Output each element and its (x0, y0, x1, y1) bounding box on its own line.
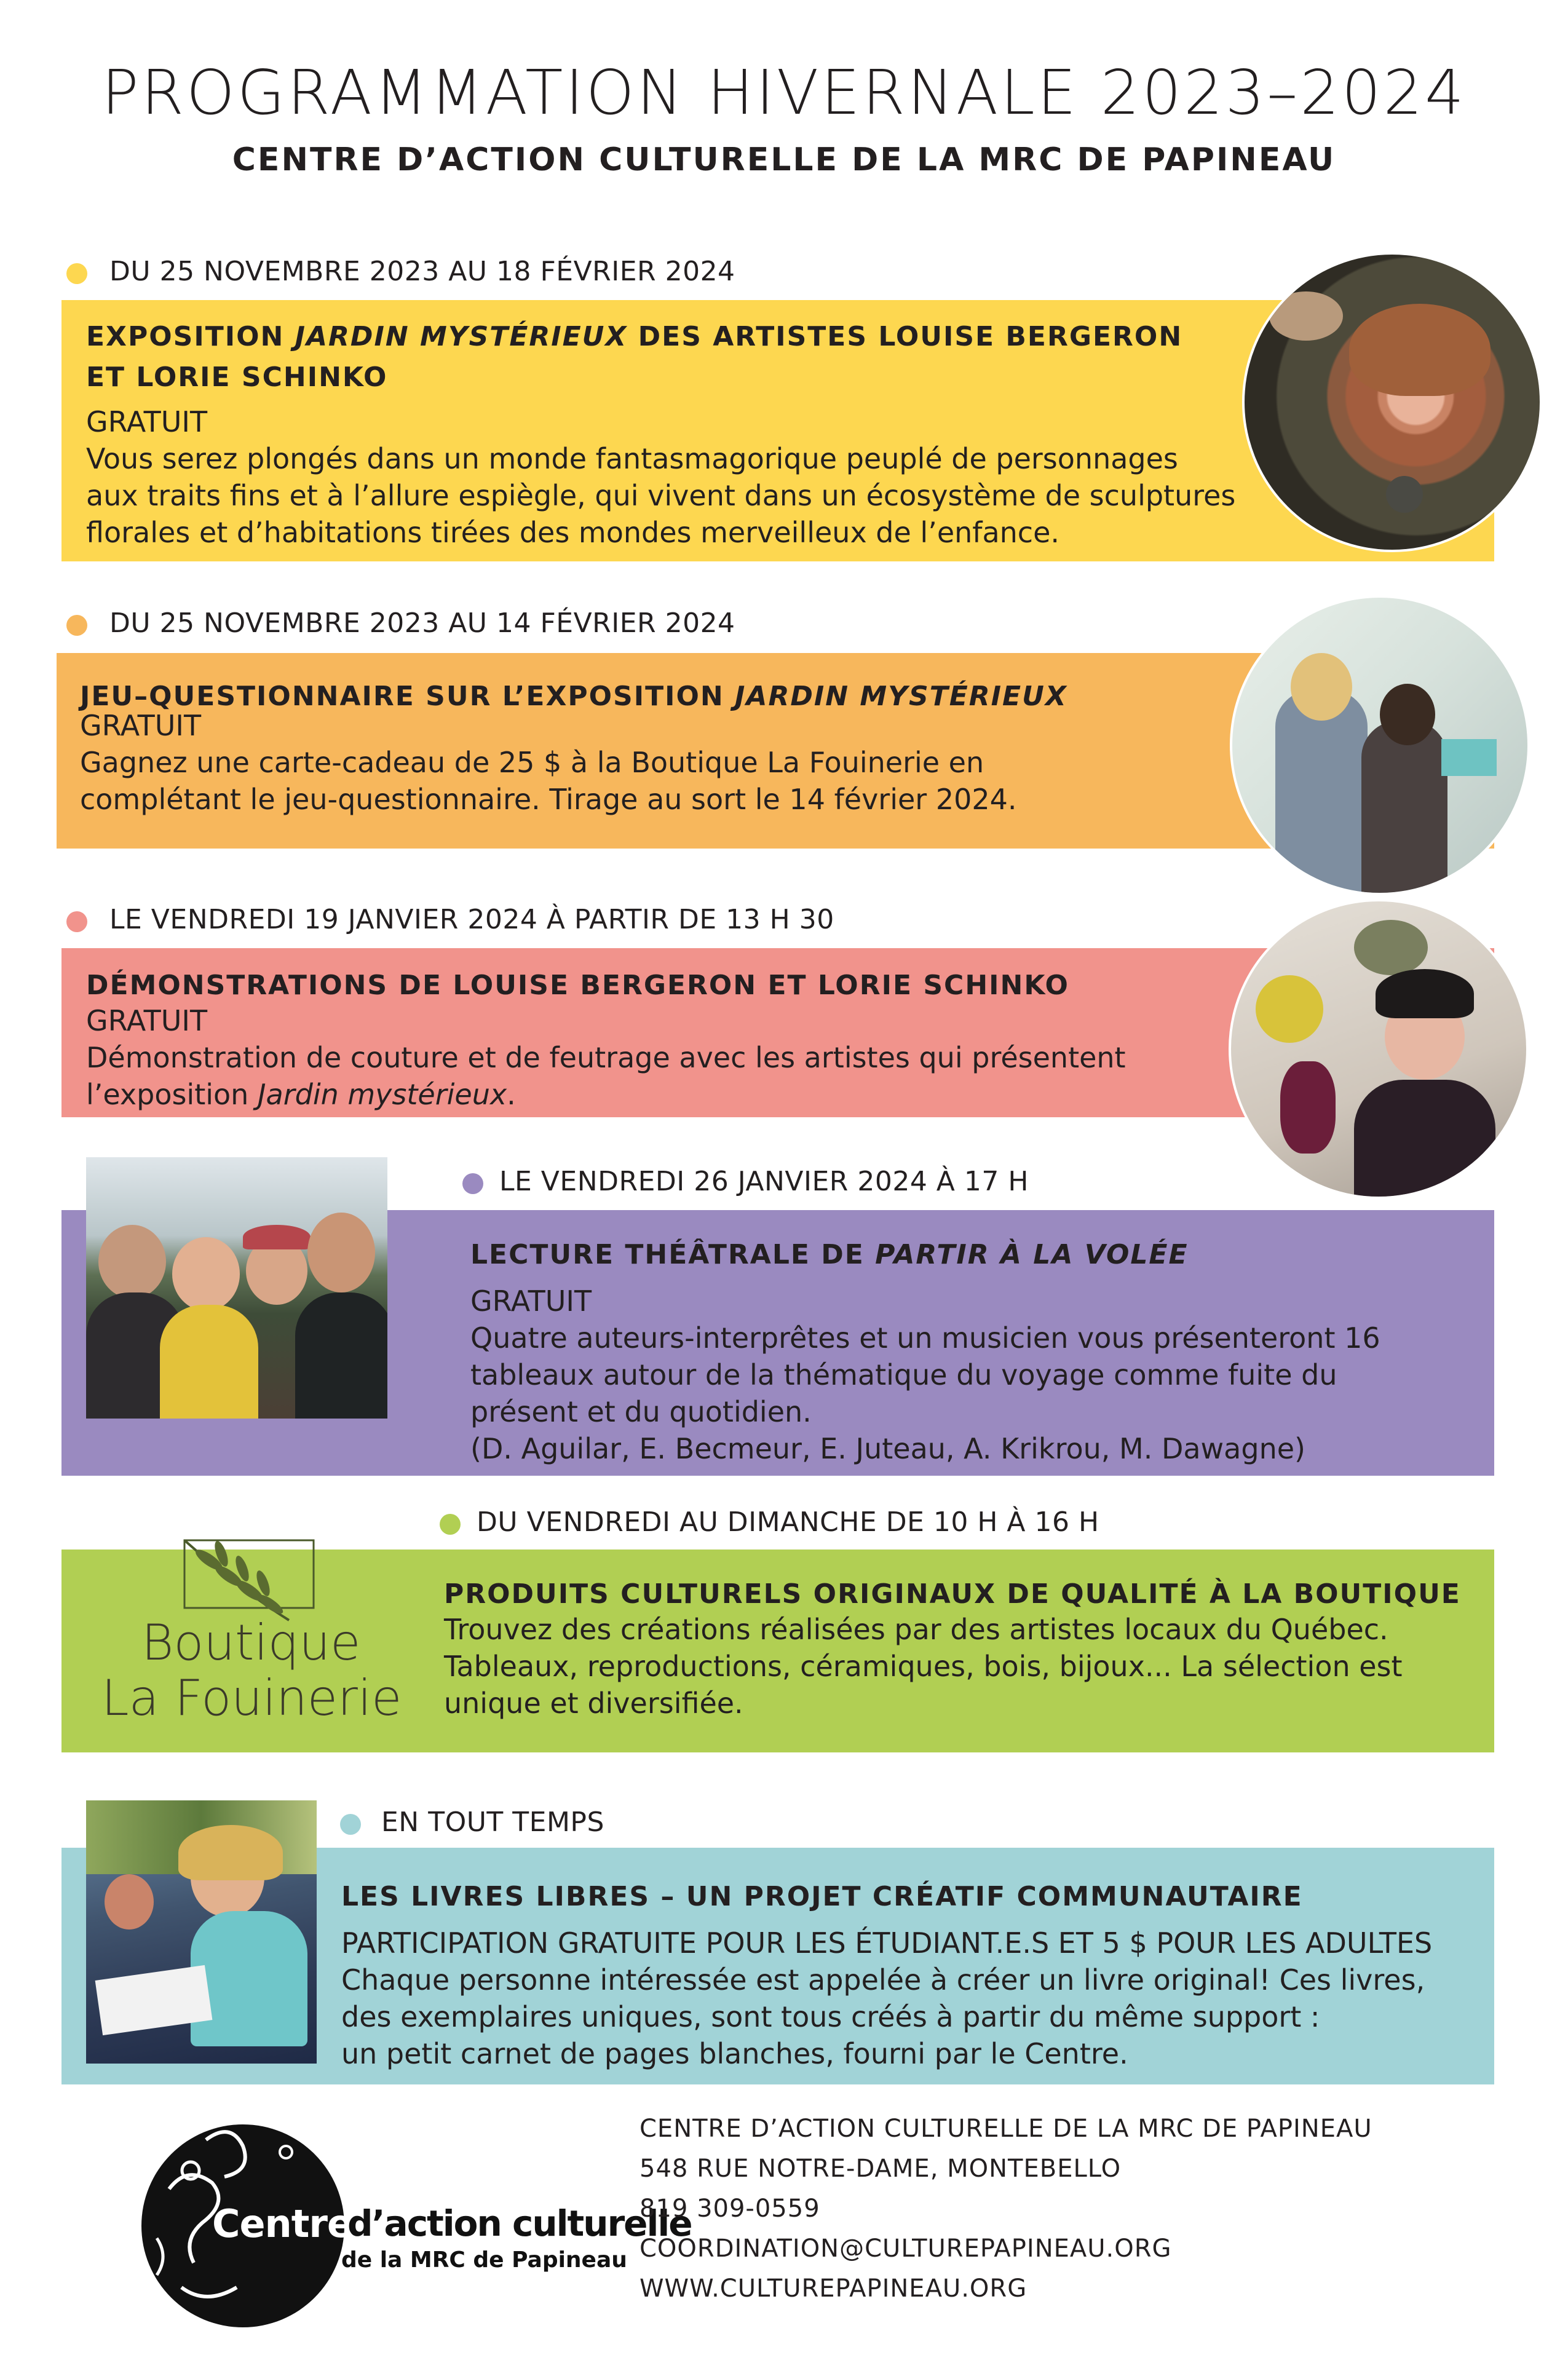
event-date: LE VENDREDI 19 JANVIER 2024 À PARTIR DE 13 H 30 (109, 904, 834, 935)
logo-word-action-culturelle: d’action culturelle (347, 2203, 692, 2244)
event-price: PARTICIPATION GRATUITE POUR LES ÉTUDIANT.E.S ET 5 $ POUR LES ADULTES (341, 1926, 1433, 1960)
purple-bullet-icon (462, 1173, 483, 1194)
event-title: JEU–QUESTIONNAIRE SUR L’EXPOSITION JARDIN MYSTÉRIEUX (80, 681, 1067, 712)
event-title: PRODUITS CULTURELS ORIGINAUX DE QUALITÉ À LA BOUTIQUE (444, 1578, 1461, 1610)
event-title: DÉMONSTRATIONS DE LOUISE BERGERON ET LORIE SCHINKO (86, 970, 1069, 1001)
event-price: GRATUIT (86, 405, 208, 438)
event-body: GRATUIT Gagnez une carte-cadeau de 25 $ à la Boutique La Fouinerie en complétant le jeu-questionnaire. Tirage au sort le 14 février 2024. (80, 707, 1017, 818)
event-date: LE VENDREDI 26 JANVIER 2024 À 17 H (499, 1166, 1029, 1197)
boutique-logo-line2: La Fouinerie (101, 1669, 402, 1727)
page-subtitle: CENTRE D’ACTION CULTURELLE DE LA MRC DE PAPINEAU (232, 141, 1336, 178)
student-crafting-photo (86, 1800, 317, 2064)
centre-logo (132, 2115, 692, 2337)
logo-word-centre: Centre (212, 2201, 352, 2246)
logo-subline: de la MRC de Papineau (341, 2247, 627, 2273)
visitors-photo (1230, 595, 1530, 895)
event-body: GRATUIT Vous serez plongés dans un monde fantasmagorique peuplé de personnages aux traits fins et à l’allure espiègle, qui vivent dans un écosystème de sculptures florales et d’habitations tirées des mondes merveilleux de l’enfance. (86, 403, 1235, 551)
contact-address: 548 RUE NOTRE-DAME, MONTEBELLO (639, 2155, 1122, 2183)
event-title: EXPOSITION JARDIN MYSTÉRIEUX DES ARTISTES LOUISE BERGERON ET LORIE SCHINKO (86, 321, 1183, 393)
event-title: LECTURE THÉÂTRALE DE PARTIR À LA VOLÉE (470, 1239, 1189, 1270)
event-date: EN TOUT TEMPS (381, 1807, 604, 1838)
readers-group-photo-overlay (86, 1157, 387, 1419)
contact-email[interactable]: COORDINATION@CULTUREPAPINEAU.ORG (639, 2234, 1172, 2263)
event-price: GRATUIT (86, 1004, 208, 1037)
event-body: Trouvez des créations réalisées par des artistes locaux du Québec. Tableaux, reproductions, céramiques, bois, bijoux... La sélection est unique et diversifiée. (444, 1613, 1403, 1720)
green-bullet-icon (440, 1514, 461, 1535)
boutique-logo (68, 1522, 412, 1743)
event-body: GRATUIT Démonstration de couture et de feutrage avec les artistes qui présentent l’exposition Jardin mystérieux. (86, 1002, 1126, 1113)
page-title: PROGRAMMATION HIVERNALE 2023–2024 (101, 57, 1467, 129)
contact-phone[interactable]: 819 309-0559 (639, 2195, 820, 2223)
event-title: LES LIVRES LIBRES – UN PROJET CRÉATIF COMMUNAUTAIRE (341, 1881, 1303, 1912)
artist-portrait-photo (1229, 899, 1529, 1199)
pink-bullet-icon (66, 911, 87, 932)
contact-website[interactable]: WWW.CULTUREPAPINEAU.ORG (639, 2274, 1028, 2303)
yellow-bullet-icon (66, 263, 87, 284)
event-date: DU VENDREDI AU DIMANCHE DE 10 H À 16 H (477, 1506, 1099, 1538)
event-date: DU 25 NOVEMBRE 2023 AU 18 FÉVRIER 2024 (109, 256, 735, 287)
gnome-sculpture-photo (1242, 252, 1542, 552)
event-body: GRATUIT Quatre auteurs-interprêtes et un musicien vous présenteront 16 tableaux autour de la thématique du voyage comme fuite du présent et du quotidien. (D. Aguilar, E. Becmeur, E. Juteau, A. Krikrou, M. Dawagne) (470, 1283, 1380, 1467)
event-body: PARTICIPATION GRATUITE POUR LES ÉTUDIANT.E.S ET 5 $ POUR LES ADULTES Chaque personne intéressée est appelée à créer un livre original! Ces livres, des exemplaires uniques, sont tous créés à partir du même support : un petit carnet de pages blanches, fourni par le Centre. (341, 1925, 1432, 2072)
orange-bullet-icon (66, 615, 87, 636)
boutique-logo-line1: Boutique (141, 1614, 361, 1671)
contact-org: CENTRE D’ACTION CULTURELLE DE LA MRC DE PAPINEAU (639, 2115, 1372, 2143)
event-price: GRATUIT (80, 709, 202, 742)
contact-block (639, 2109, 1372, 2309)
event-price: GRATUIT (470, 1284, 592, 1318)
teal-bullet-icon (340, 1814, 361, 1835)
event-date: DU 25 NOVEMBRE 2023 AU 14 FÉVRIER 2024 (109, 608, 735, 639)
